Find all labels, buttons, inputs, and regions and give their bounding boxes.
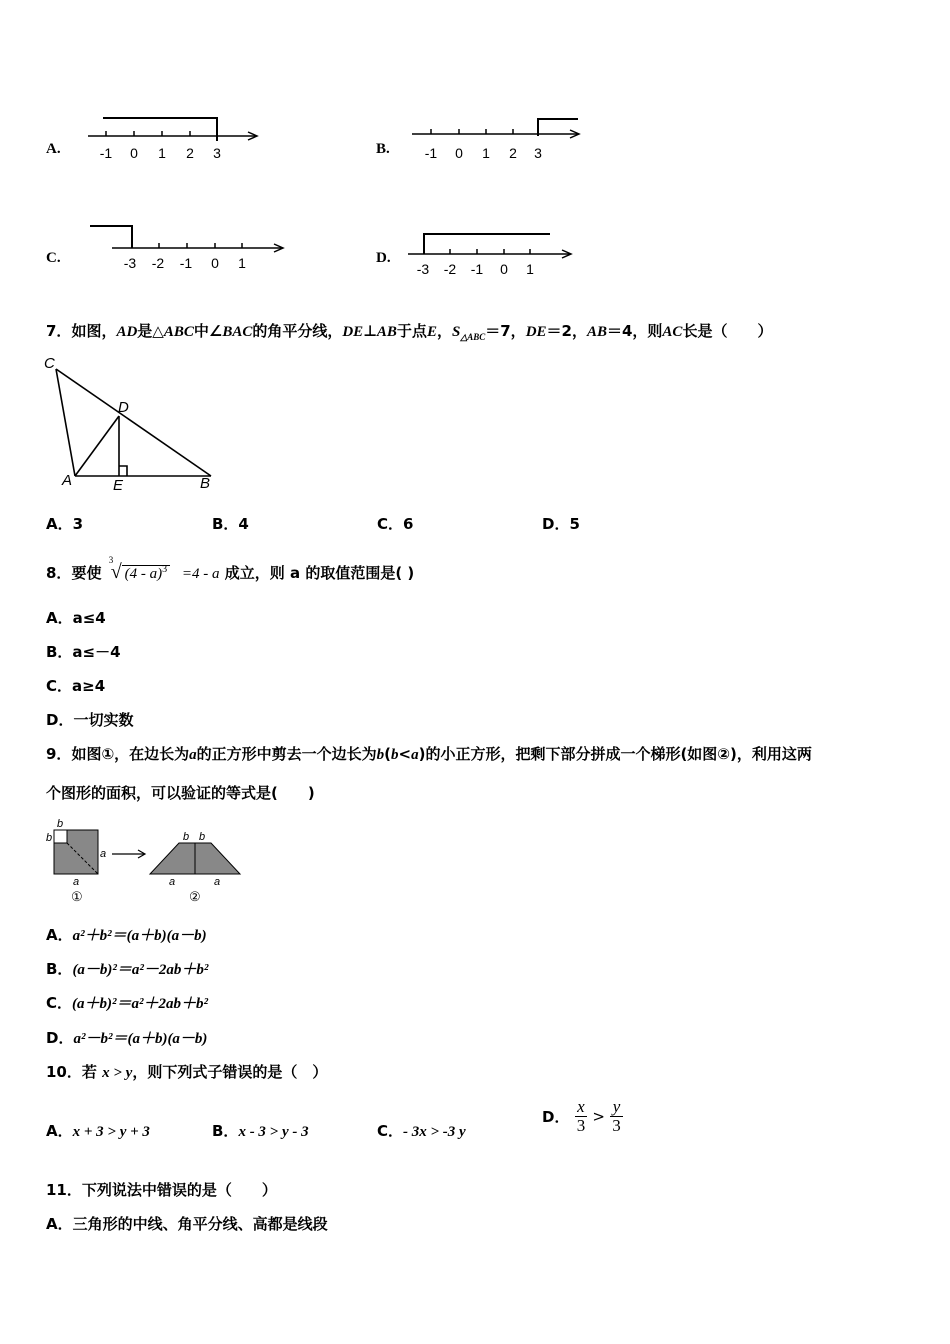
tick-label: 1 xyxy=(482,145,490,161)
q9-option-b: B．(a－b)²＝a²－2ab＋b² xyxy=(46,960,209,978)
tick-label: -1 xyxy=(179,255,193,271)
tick-label: -2 xyxy=(443,261,457,277)
point-label-e: E xyxy=(113,477,124,494)
q7-option-d: D．5 xyxy=(542,515,580,533)
q8-option-b: B．a≤－4 xyxy=(46,643,121,661)
tick-label: -1 xyxy=(424,145,438,161)
radical-expression: 3 √ (4 - a)$^3$ =4 - a xyxy=(108,555,220,583)
q11-option-a: A．三角形的中线、角平分线、高都是线段 xyxy=(46,1215,328,1233)
tick-label: 3 xyxy=(534,145,542,161)
label-a: a xyxy=(100,848,107,860)
q10-option-b: B．x - 3 > y - 3 xyxy=(212,1122,309,1140)
tick-label: -3 xyxy=(416,261,430,277)
label-b: b xyxy=(46,832,53,844)
tick-label: 0 xyxy=(211,255,219,271)
q10-option-d: D． $\frac{x}{3}$ > $\frac{y}{3}$ xyxy=(542,1097,621,1135)
q6-option-a-label: A. xyxy=(46,141,61,157)
tick-label: -1 xyxy=(99,145,113,161)
q9-option-a: A．a²＋b²＝(a＋b)(a－b) xyxy=(46,926,207,944)
label-b: b xyxy=(57,818,64,830)
q8-option-a: A．a≤4 xyxy=(46,609,106,627)
label-b: b xyxy=(183,831,190,843)
q10-option-c: C．- 3x > -3 y xyxy=(377,1122,466,1140)
tick-label: -1 xyxy=(470,261,484,277)
tick-label: 0 xyxy=(500,261,508,277)
q6-option-b-label: B. xyxy=(376,141,390,157)
tick-label: 1 xyxy=(526,261,534,277)
q6-option-c-label: C. xyxy=(46,250,61,266)
triangle-figure xyxy=(40,352,230,494)
question-11-text: 11．下列说法中错误的是（ ） xyxy=(46,1181,277,1199)
q7-option-a: A．3 xyxy=(46,515,84,533)
fraction-y-over-3: $\frac{y}{3}$ xyxy=(612,1097,621,1135)
point-label-c: C xyxy=(44,355,55,372)
figure-2-label: ② xyxy=(189,889,201,904)
tick-label: 1 xyxy=(158,145,166,161)
tick-label: -3 xyxy=(123,255,137,271)
label-a: a xyxy=(73,876,80,888)
q9-option-c: C．(a＋b)²＝a²＋2ab＋b² xyxy=(46,994,208,1012)
tick-label: 0 xyxy=(130,145,138,161)
point-label-b: B xyxy=(200,475,211,492)
q9-option-d: D．a²－b²＝(a＋b)(a－b) xyxy=(46,1029,208,1047)
question-10-text: 10．若 x > y，则下列式子错误的是（ ） xyxy=(46,1063,328,1081)
question-7-text: 7．如图，AD是△ABC中∠BAC的角平分线，DE⊥AB于点E，$S_{\triangle ABC}=7$，DE＝2，AB＝4，则AC长是（ ） xyxy=(46,322,773,342)
label-a: a xyxy=(214,876,221,888)
number-line-b xyxy=(408,110,588,170)
label-b: b xyxy=(199,831,206,843)
q7-option-c: C．6 xyxy=(377,515,414,533)
q7-option-b: B．4 xyxy=(212,515,249,533)
label-a: a xyxy=(169,876,176,888)
tick-label: -2 xyxy=(151,255,165,271)
q8-option-d: D．一切实数 xyxy=(46,711,134,729)
fraction-x-over-3: $\frac{x}{3}$ xyxy=(576,1097,586,1135)
point-label-d: D xyxy=(118,399,129,416)
question-8-text: 8．要使 3 √ (4 - a)$^3$ =4 - a 成立，则 a 的取值范围是( ) xyxy=(46,555,415,583)
question-9-line-2: 个图形的面积，可以验证的等式是( ) xyxy=(46,784,315,802)
question-9-line-1: 9．如图①，在边长为a的正方形中剪去一个边长为b(b<a)的小正方形，把剩下部分拼成一个梯形(如图②)，利用这两 xyxy=(46,745,812,763)
tick-label: 0 xyxy=(455,145,463,161)
q10-option-a: A．x + 3 > y + 3 xyxy=(46,1122,150,1140)
q8-option-c: C．a≥4 xyxy=(46,677,106,695)
tick-label: 3 xyxy=(213,145,221,161)
tick-label: 2 xyxy=(186,145,194,161)
number-line-a xyxy=(84,110,264,170)
q6-option-d-label: D. xyxy=(376,250,391,266)
number-line-d xyxy=(404,224,584,284)
tick-label: 1 xyxy=(238,255,246,271)
square-trapezoid-figure xyxy=(40,815,250,907)
figure-1-label: ① xyxy=(71,889,83,904)
tick-label: 2 xyxy=(509,145,517,161)
number-line-c xyxy=(84,218,294,280)
radical-sign: √ xyxy=(110,561,122,583)
point-label-a: A xyxy=(62,472,73,489)
